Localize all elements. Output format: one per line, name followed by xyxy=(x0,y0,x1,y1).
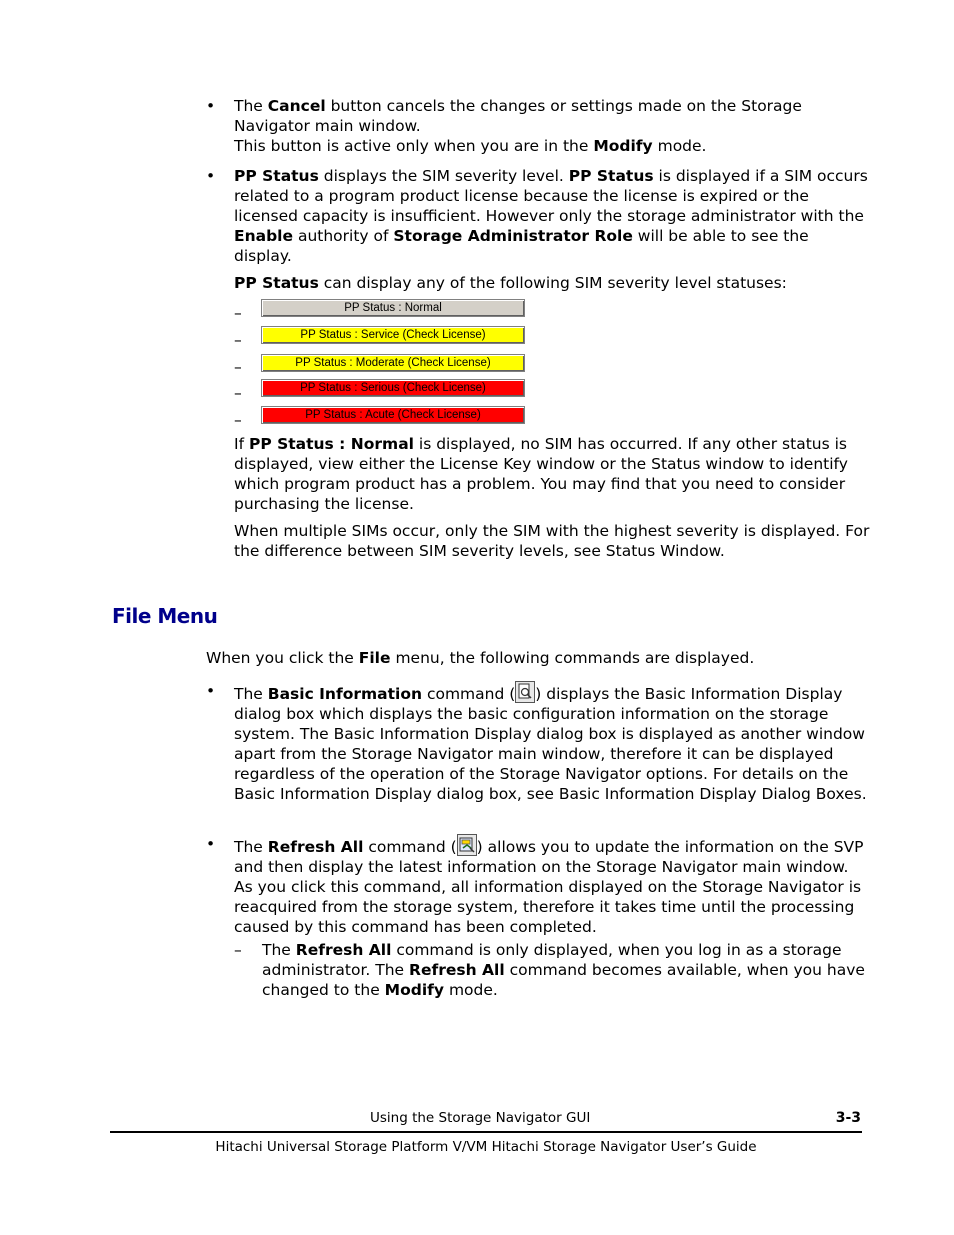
file-menu-intro: When you click the File menu, the following commands are displayed. xyxy=(206,649,755,667)
bullet-refresh-all: • xyxy=(206,835,216,853)
pp-status-normal-paragraph: If PP Status : Normal is displayed, no SIM has occurred. If any other status is displayed, view either the License Key window or the Status window to identify which program product has a problem. You may find that you need to consider purchasing the license. xyxy=(234,435,848,513)
pp-status-intro: PP Status can display any of the following SIM severity level statuses: xyxy=(234,274,787,292)
bullet-pp-status: • xyxy=(206,167,216,185)
dash-1: – xyxy=(234,304,242,322)
basic-information-paragraph: The Basic Information command ( ) displays the Basic Information Display dialog box which displays the basic configuration information on the storage system. The Basic Information Display dialog box is displayed as another window apart from the Storage Navigator main window, therefore it can be displayed regardless of the operation of the Storage Navigator options. For details on the Basic Information Display dialog box, see Basic Information Display Dialog Boxes. xyxy=(234,681,870,804)
dash-2: – xyxy=(234,331,242,349)
refresh-all-note: The Refresh All command is only displayed, when you log in as a storage administrator. The Refresh All command becomes available, when you have changed to the Modify mode. xyxy=(262,941,865,999)
pp-status-paragraph: PP Status displays the SIM severity level. PP Status is displayed if a SIM occurs related to a program product license because the license is expired or the licensed capacity is insufficient. However only the storage administrator with the Enable authority of Storage Administrator Role will be able to see the display. xyxy=(234,167,868,265)
multiple-sims-paragraph: When multiple SIMs occur, only the SIM with the highest severity is displayed. For the difference between SIM severity levels, see Status Window. xyxy=(234,522,870,560)
dash-4: – xyxy=(234,384,242,402)
dash-3: – xyxy=(234,358,242,376)
refresh-sub-dash: – xyxy=(234,941,242,959)
footer-divider xyxy=(110,1131,862,1133)
bullet-basic-info: • xyxy=(206,682,216,700)
footer-page-number: 3-3 xyxy=(835,1110,861,1126)
refresh-all-paragraph: The Refresh All command ( ) allows you to update the information on the SVP and then display the latest information on the Storage Navigator main window. As you click this command, all information displayed on the Storage Navigator is reacquired from the storage system, therefore it takes time until the processing caused by this command has been completed. xyxy=(234,834,870,937)
pp-status-normal-bar: PP Status : Normal xyxy=(261,299,525,317)
footer-guide-title: Hitachi Universal Storage Platform V/VM Hitachi Storage Navigator User’s Guide xyxy=(215,1139,757,1155)
bullet-cancel: • xyxy=(206,97,216,115)
pp-status-serious-bar: PP Status : Serious (Check License) xyxy=(261,379,525,397)
footer-section-title: Using the Storage Navigator GUI xyxy=(370,1110,591,1126)
pp-status-service-bar: PP Status : Service (Check License) xyxy=(261,326,525,344)
pp-status-moderate-bar: PP Status : Moderate (Check License) xyxy=(261,354,525,372)
refresh-all-icon xyxy=(457,834,477,856)
pp-status-acute-bar: PP Status : Acute (Check License) xyxy=(261,406,525,424)
basic-information-icon xyxy=(515,681,535,703)
cancel-paragraph: The Cancel button cancels the changes or settings made on the Storage Navigator main window. This button is active only when you are in the Modify mode. xyxy=(234,97,802,155)
dash-5: – xyxy=(234,411,242,429)
file-menu-heading: File Menu xyxy=(112,604,218,628)
